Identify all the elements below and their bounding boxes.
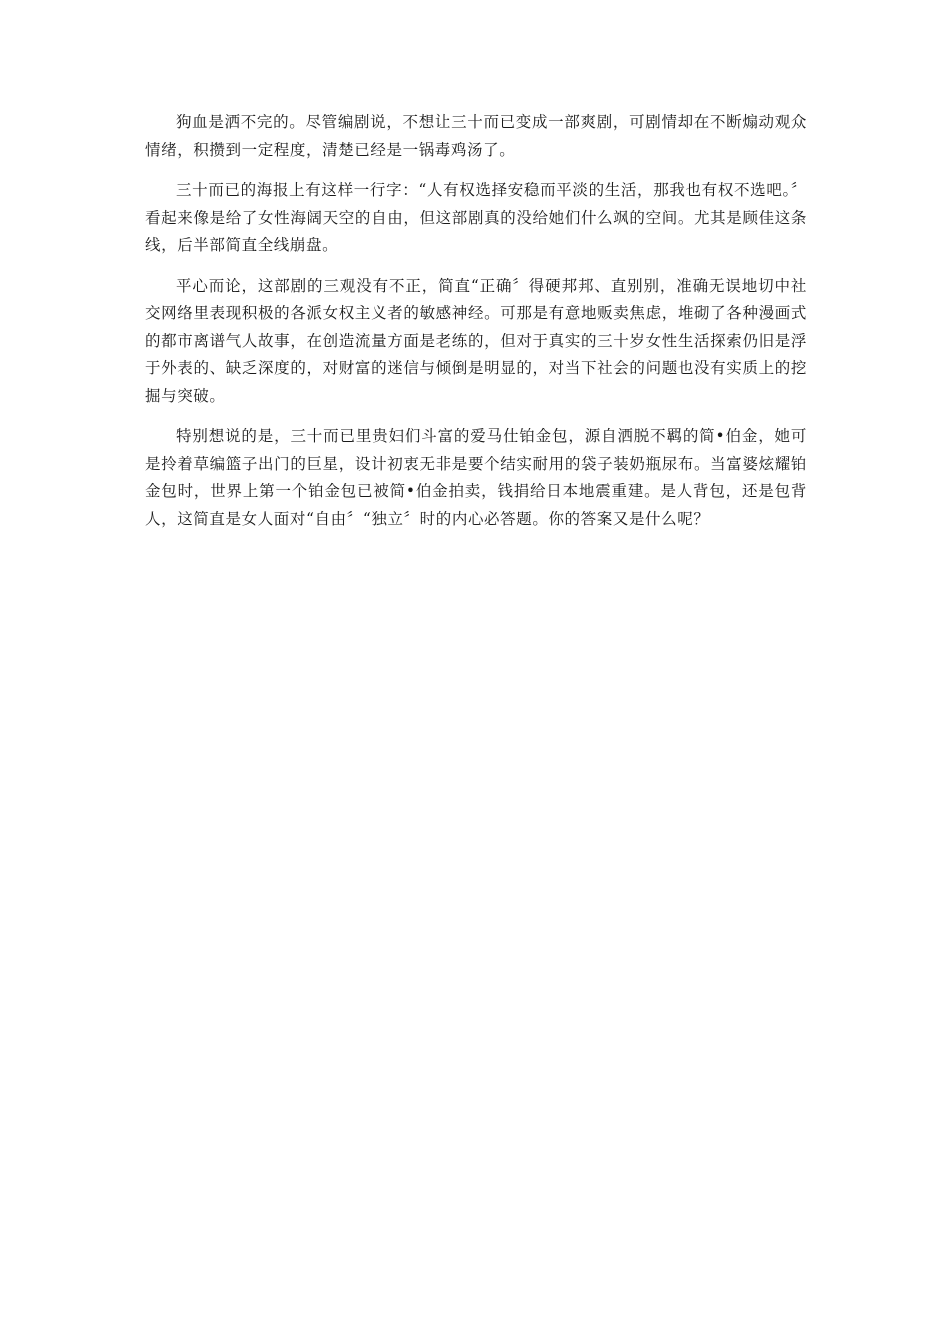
paragraph-3: 平心而论，这部剧的三观没有不正，简直“正确〞得硬邦邦、直别别，准确无误地切中社交网络里表现积极的各派女权主义者的敏感神经。可那是有意地贩卖焦虑，堆砌了各种漫画式的都市离谱气人故事，在创造流量方面是老练的，但对于真实的三十岁女性生活探索仍旧是浮于外表的、缺乏深度的，对财富的迷信与倾倒是明显的，对当下社会的问题也没有实质上的挖掘与突破。	[145, 276, 807, 405]
paragraph-2: 三十而已的海报上有这样一行字：“人有权选择安稳而平淡的生活，那我也有权不选吧。〞看起来像是给了女性海阔天空的自由，但这部剧真的没给她们什么飒的空间。尤其是顾佳这条线，后半部简直全线崩盘。	[145, 181, 807, 254]
paragraph-1: 狗血是洒不完的。尽管编剧说，不想让三十而已变成一部爽剧，可剧情却在不断煽动观众情绪，积攒到一定程度，清楚已经是一锅毒鸡汤了。	[145, 113, 807, 159]
paragraph-4: 特别想说的是，三十而已里贵妇们斗富的爱马仕铂金包，源自洒脱不羁的简•伯金，她可是拎着草编篮子出门的巨星，设计初衷无非是要个结实耐用的袋子装奶瓶尿布。当富婆炫耀铂金包时，世界上第一个铂金包已被简•伯金拍卖，钱捐给日本地震重建。是人背包，还是包背人，这简直是女人面对“自由〞“独立〞时的内心必答题。你的答案又是什么呢？	[145, 427, 807, 528]
document-body	[145, 109, 807, 546]
